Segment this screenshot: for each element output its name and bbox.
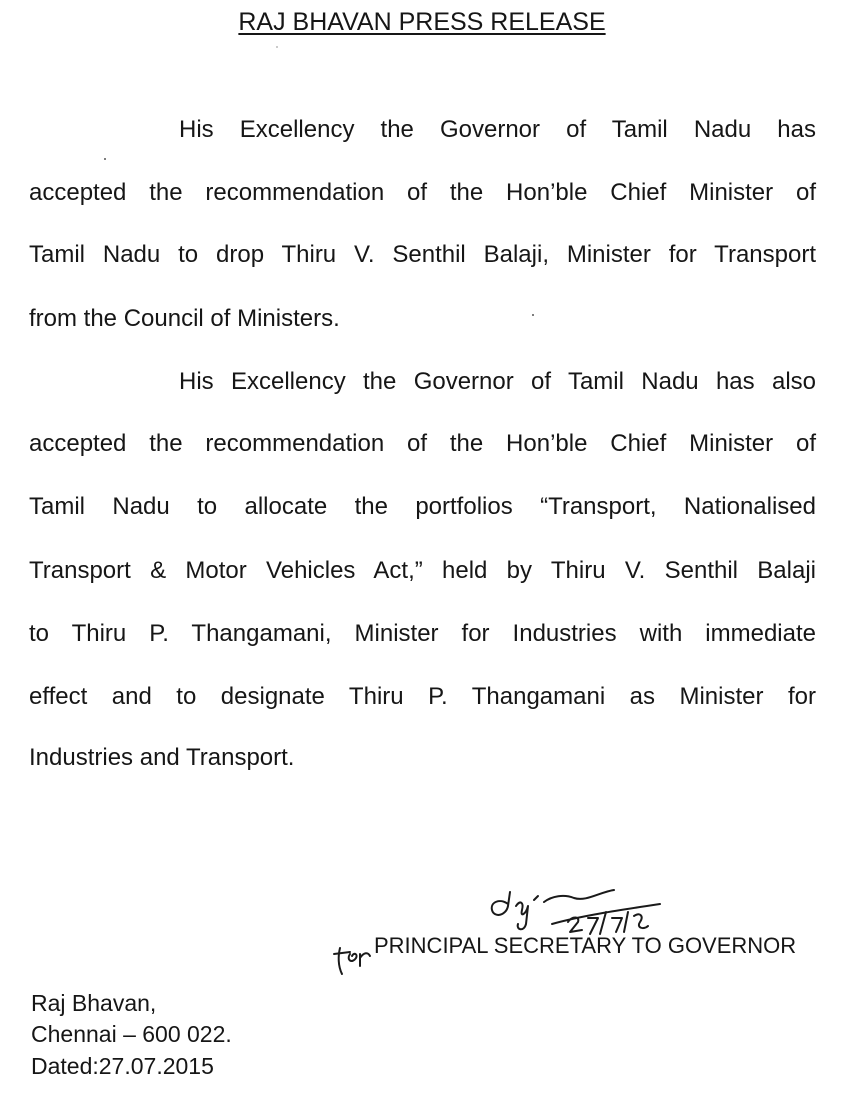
press-release-title: RAJ BHAVAN PRESS RELEASE (238, 8, 606, 36)
paragraph-2-line-6: effect and to designate Thiru P. Thangamani as Minister for (29, 683, 816, 710)
scan-speck (532, 314, 534, 316)
paragraph-1-line-1: His Excellency the Governor of Tamil Nadu has (179, 116, 816, 143)
handwritten-signature (330, 870, 690, 980)
paragraph-2-line-3: Tamil Nadu to allocate the portfolios “Transport, Nationalised (29, 493, 816, 520)
paragraph-2-line-2: accepted the recommendation of the Hon’ble Chief Minister of (29, 430, 816, 457)
paragraph-2-line-5: to Thiru P. Thangamani, Minister for Industries with immediate (29, 620, 816, 647)
paragraph-1-line-3: Tamil Nadu to drop Thiru V. Senthil Balaji, Minister for Transport (29, 241, 816, 268)
paragraph-1-line-2: accepted the recommendation of the Hon’ble Chief Minister of (29, 179, 816, 206)
address-line-2: Chennai – 600 022. (31, 1021, 232, 1047)
paragraph-2-line-4: Transport & Motor Vehicles Act,” held by Thiru V. Senthil Balaji (29, 557, 816, 584)
paragraph-2-line-1: His Excellency the Governor of Tamil Nadu has also (179, 368, 816, 395)
address-line-1: Raj Bhavan, (31, 990, 157, 1016)
date-line: Dated:27.07.2015 (31, 1053, 214, 1079)
paragraph-1-line-4: from the Council of Ministers. (29, 305, 340, 332)
scan-speck (104, 158, 106, 160)
scan-speck (276, 46, 278, 48)
signatory-title: PRINCIPAL SECRETARY TO GOVERNOR (374, 933, 797, 958)
paragraph-2-line-7: Industries and Transport. (29, 744, 295, 771)
